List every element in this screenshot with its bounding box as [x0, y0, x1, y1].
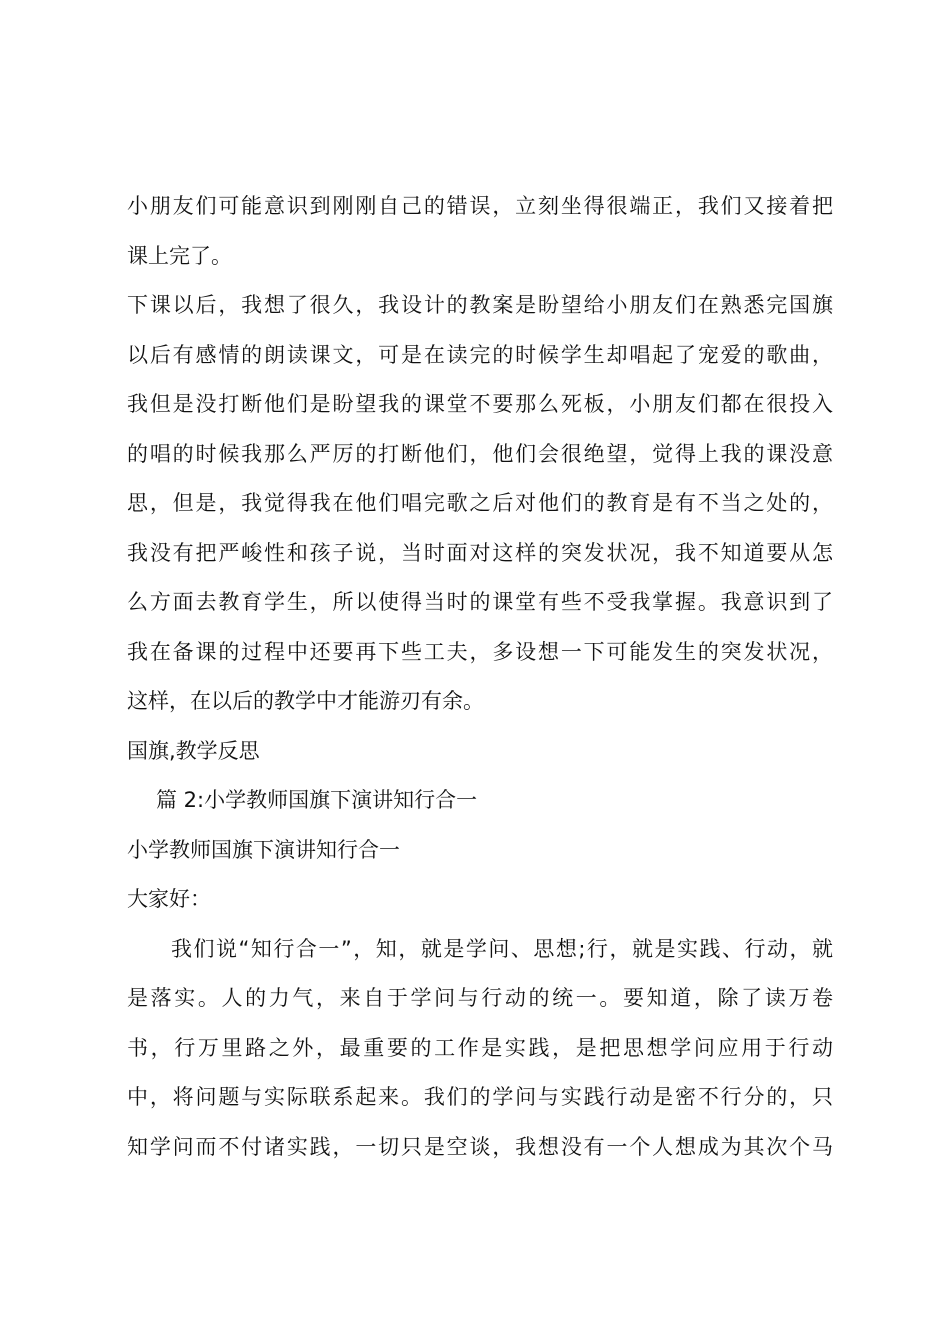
- paragraph-line: 这样，在以后的教学中才能游刃有余。: [127, 689, 484, 713]
- paragraph-line: 知学问而不付诸实践，一切只是空谈，我想没有一个人想成为其次个马: [127, 1134, 833, 1159]
- keywords-line: 国旗,教学反思: [127, 738, 260, 763]
- paragraph-line: 小朋友们可能意识到刚刚自己的错误，立刻坐得很端正，我们又接着把: [127, 194, 833, 218]
- paragraph-line: 书，行万里路之外，最重要的工作是实践，是把思想学问应用于行动: [127, 1035, 833, 1060]
- paragraph-line: 思，但是，我觉得我在他们唱完歌之后对他们的教育是有不当之处的，: [127, 491, 833, 515]
- paragraph-line: 我但是没打断他们是盼望我的课堂不要那么死板，小朋友们都在很投入: [127, 392, 833, 416]
- paragraph-line: 以后有感情的朗读课文，可是在读完的时候学生却唱起了宠爱的歌曲，: [127, 342, 833, 367]
- paragraph-line: 我在备课的过程中还要再下些工夫，多设想一下可能发生的突发状况，: [127, 639, 833, 664]
- paragraph-line: 是落实。人的力气，来自于学问与行动的统一。要知道，除了读万卷: [127, 986, 833, 1010]
- paragraph-line: 课上完了。: [127, 243, 232, 268]
- speech-title: 小学教师国旗下演讲知行合一: [127, 837, 400, 862]
- paragraph-line: 的唱的时候我那么严厉的打断他们，他们会很绝望，觉得上我的课没意: [127, 441, 833, 466]
- paragraph-line: 下课以后，我想了很久，我设计的教案是盼望给小朋友们在熟悉完国旗: [127, 293, 833, 317]
- section-heading: 篇 2:小学教师国旗下演讲知行合一: [156, 788, 478, 812]
- paragraph-line: 中，将问题与实际联系起来。我们的学问与实践行动是密不行分的，只: [127, 1085, 833, 1109]
- paragraph-line: 么方面去教育学生，所以使得当时的课堂有些不受我掌握。我意识到了: [127, 590, 833, 614]
- paragraph-line: 我没有把严峻性和孩子说，当时面对这样的突发状况，我不知道要从怎: [127, 540, 833, 565]
- document-body: [127, 182, 833, 1172]
- greeting-line: 大家好：: [127, 887, 211, 911]
- paragraph-line: 我们说“知行合一”，知，就是学问、思想;行，就是实践、行动，就: [171, 936, 833, 961]
